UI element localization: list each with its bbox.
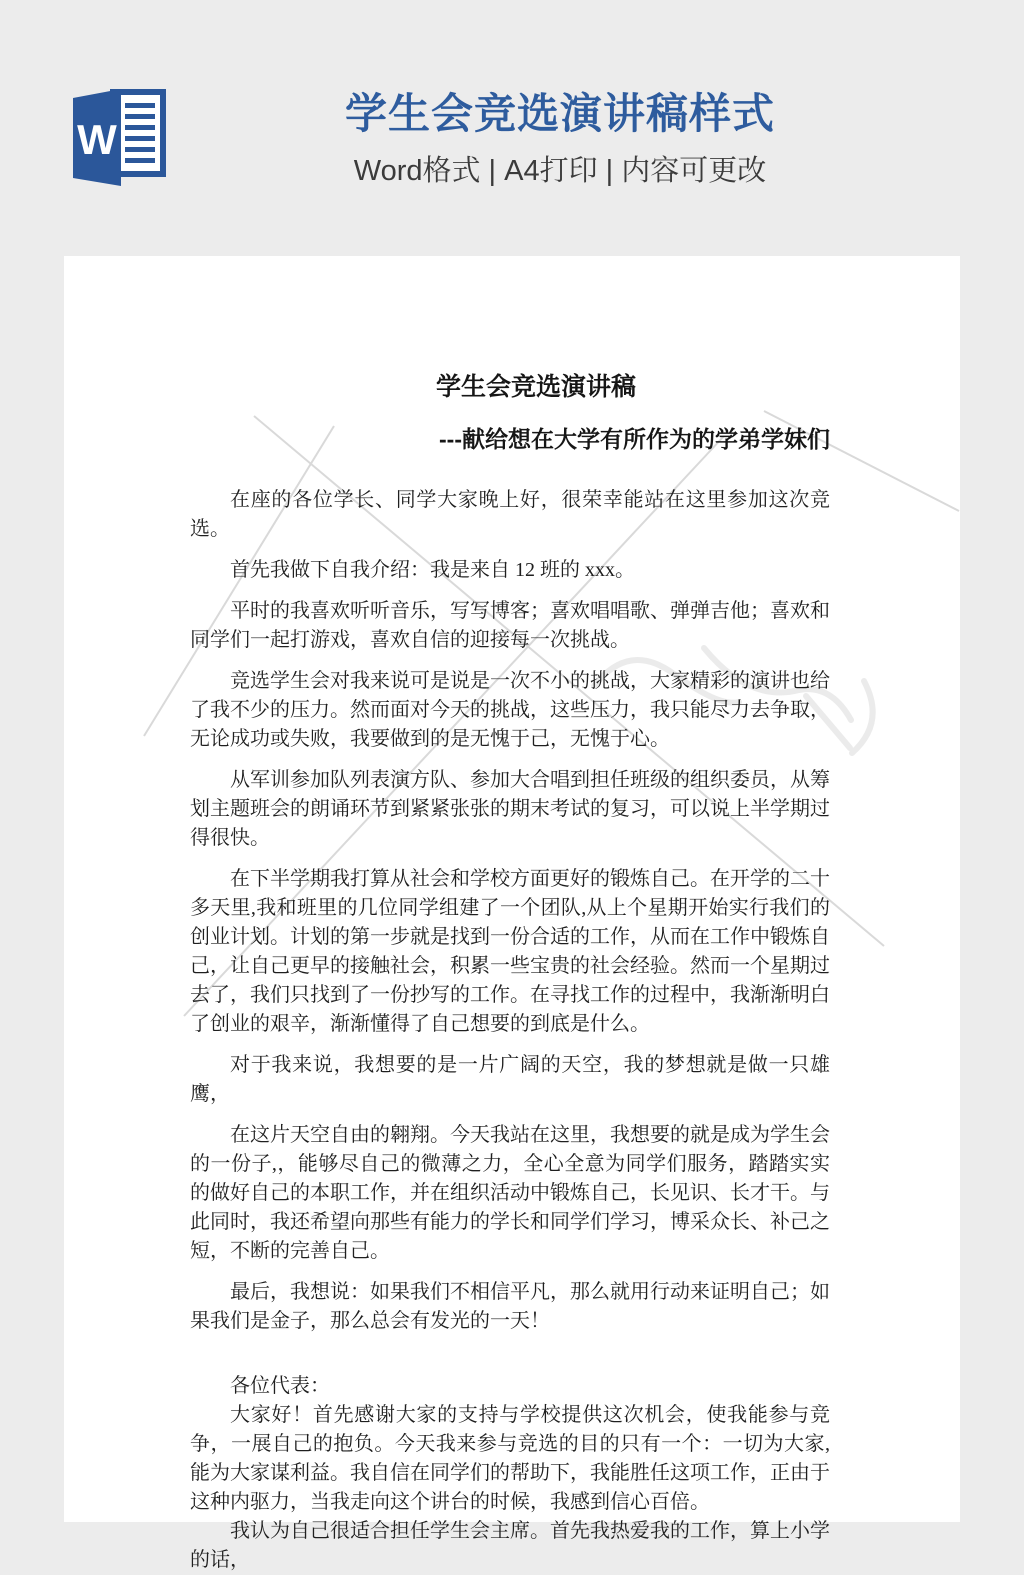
doc-title: 学生会竞选演讲稿 [435,373,636,401]
document-content [190,372,830,1575]
doc-second-section [190,1372,830,1575]
doc-paragraph: 平时的我喜欢听听音乐，写写博客；喜欢唱唱歌、弹弹吉他；喜欢和同学们一起打游戏，喜欢自信的迎接每一次挑战。 [190,600,830,651]
header [0,0,1024,256]
doc-body [190,486,830,1575]
doc-paragraph: 对于我来说，我想要的是一片广阔的天空，我的梦想就是做一只雄鹰， [190,1054,830,1105]
doc-paragraph: 竞选学生会对我来说可是说是一次不小的挑战，大家精彩的演讲也给了我不少的压力。然而面对今天的挑战，这些压力，我只能尽力去争取，无论成功或失败，我要做到的是无愧于己，无愧于心。 [190,670,830,750]
header-text [96,90,1024,188]
doc-paragraph: 在下半学期我打算从社会和学校方面更好的锻炼自己。在开学的二十多天里,我和班里的几位同学组建了一个团队,从上个星期开始实行我们的创业计划。计划的第一步就是找到一份合适的工作，从而在工作中锻炼自己，让自己更早的接触社会，积累一些宝贵的社会经验。然而一个星期过去了，我们只找到了一份抄写的工作。在寻找工作的过程中，我渐渐明白了创业的艰辛，渐渐懂得了自己想要的到底是什么。 [190,868,830,1035]
doc-paragraph: 我认为自己很适合担任学生会主席。首先我热爱我的工作，算上小学的话， [190,1520,830,1571]
page-subtitle: Word格式 | A4打印 | 内容可更改 [353,155,767,187]
doc-paragraph: 从军训参加队列表演方队、参加大合唱到担任班级的组织委员，从筹划主题班会的朗诵环节到紧紧张张的期末考试的复习，可以说上半学期过得很快。 [190,769,830,849]
document-page [64,256,960,1571]
page-title: 学生会竞选演讲稿样式 [344,90,775,137]
doc-paragraph: 首先我做下自我介绍：我是来自 12 班的 xxx。 [230,559,635,581]
doc-paragraph: 在这片天空自由的翱翔。今天我站在这里，我想要的就是成为学生会的一份子,，能够尽自己的微薄之力，全心全意为同学们服务，踏踏实实的做好自己的本职工作，并在组织活动中锻炼自己，长见识、长才干。与此同时，我还希望向那些有能力的学长和同学们学习，博采众长、补己之短，不断的完善自己。 [190,1124,830,1262]
doc-paragraph: 大家好！首先感谢大家的支持与学校提供这次机会，使我能参与竞争，一展自己的抱负。今天我来参与竞选的目的只有一个：一切为大家,能为大家谋利益。我自信在同学们的帮助下，我能胜任这项工作，正由于这种内驱力，当我走向这个讲台的时候，我感到信心百倍。 [190,1404,830,1513]
doc-salutation: 各位代表： [230,1375,330,1397]
doc-paragraph: 最后，我想说：如果我们不相信平凡，那么就用行动来证明自己；如果我们是金子，那么总会有发光的一天！ [190,1281,830,1332]
doc-paragraph: 在座的各位学长、同学大家晚上好，很荣幸能站在这里参加这次竞选。 [190,489,830,540]
doc-subtitle: ---献给想在大学有所作为的学弟学妹们 [439,426,830,452]
svg-text:W: W [77,116,117,163]
